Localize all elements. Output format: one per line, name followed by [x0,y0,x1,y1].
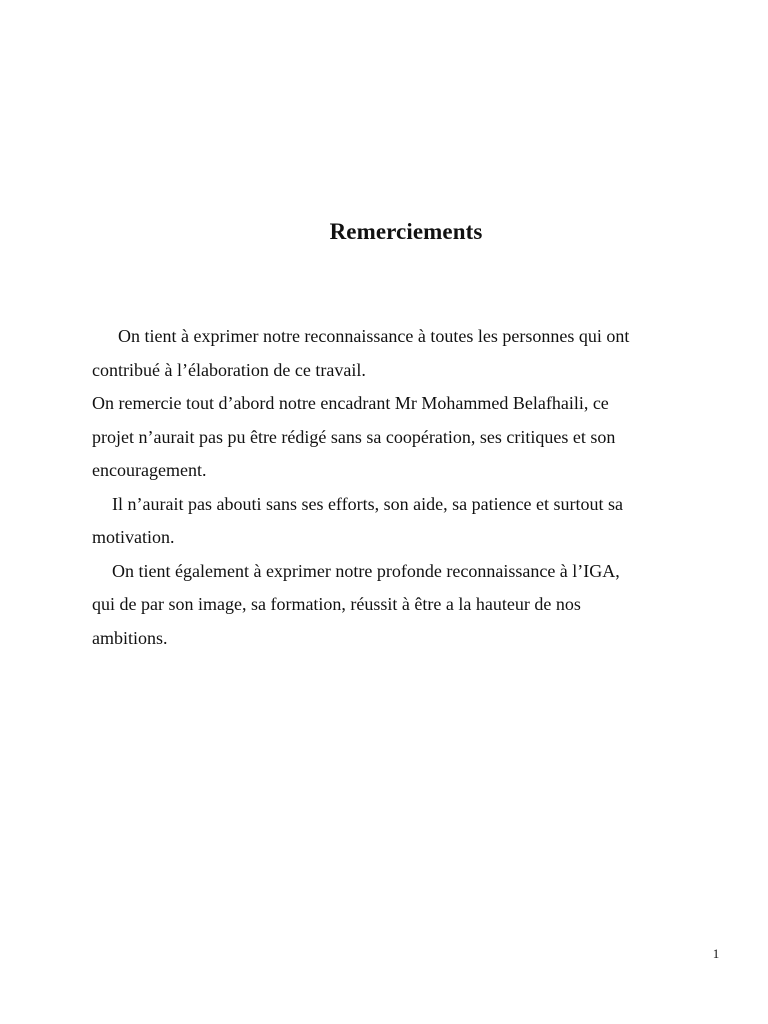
paragraph-line: encouragement. [92,460,207,480]
paragraph-line: qui de par son image, sa formation, réussit à être a la hauteur de nos [92,594,581,614]
page-title: Remerciements [329,219,483,244]
paragraph-3 [92,488,712,555]
paragraph-line: projet n’aurait pas pu être rédigé sans sa coopération, ses critiques et son [92,426,616,447]
paragraph-line: contribué à l’élaboration de ce travail. [92,359,366,380]
paragraph-line: motivation. [92,527,175,547]
paragraph-line: ambitions. [92,627,168,648]
paragraph-line: Il n’aurait pas abouti sans ses efforts, son aide, sa patience et surtout sa [112,493,624,514]
paragraph-1 [92,320,712,387]
paragraph-line: On remercie tout d’abord notre encadrant Mr Mohammed Belafhaili, ce [92,393,609,413]
paragraph-2 [92,387,712,488]
acknowledgements-body [92,320,712,655]
paragraph-line: On tient également à exprimer notre profonde reconnaissance à l’IGA, [112,560,620,581]
page-number: 1 [712,946,720,961]
paragraph-line: On tient à exprimer notre reconnaissance à toutes les personnes qui ont [118,326,630,346]
paragraph-4 [92,555,712,656]
